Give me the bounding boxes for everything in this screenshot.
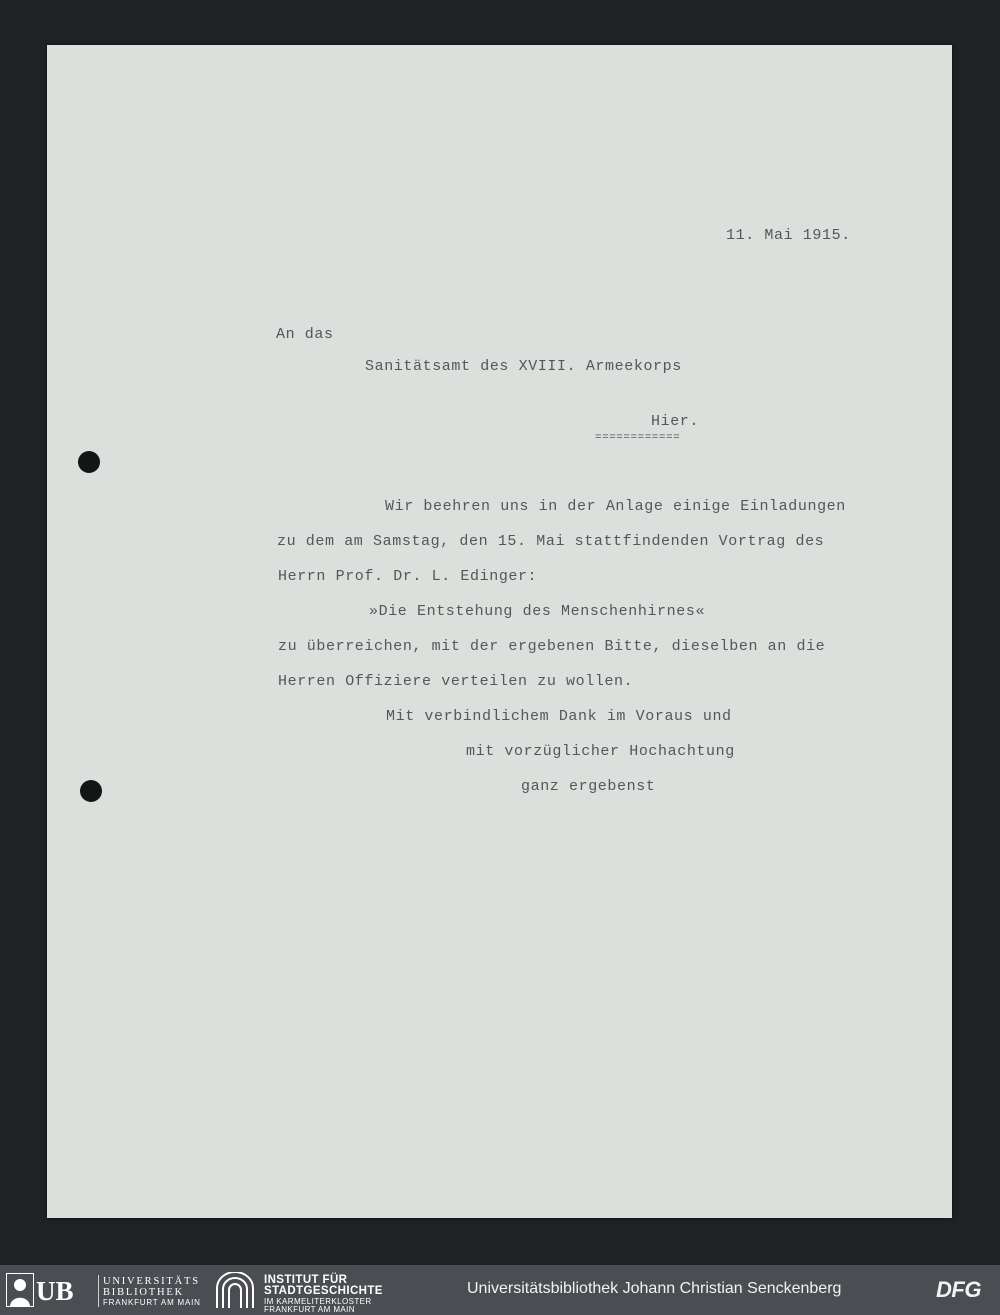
body-line-5: Herren Offiziere verteilen zu wollen.	[278, 673, 634, 690]
recipient-underline: ============	[595, 432, 681, 444]
dfg-logo[interactable]: DFG	[936, 1277, 981, 1302]
ub-divider	[98, 1275, 99, 1307]
library-name-link[interactable]: Universitätsbibliothek Johann Christian Senckenberg	[467, 1280, 842, 1297]
footer-bar	[0, 1265, 1000, 1315]
letter-date: 11. Mai 1915.	[726, 227, 851, 244]
arch-icon	[214, 1272, 256, 1308]
body-line-3: Herrn Prof. Dr. L. Edinger:	[278, 568, 538, 585]
closing-line-2: mit vorzüglicher Hochachtung	[466, 743, 735, 760]
body-line-1: Wir beehren uns in der Anlage einige Einladungen	[385, 498, 846, 515]
body-line-4: zu überreichen, mit der ergebenen Bitte, dieselben an die	[278, 638, 826, 655]
recipient-line-3: Hier.	[651, 413, 700, 430]
ub-logo[interactable]	[6, 1273, 206, 1309]
isg-line-3: IM KARMELITERKLOSTER	[264, 1297, 372, 1306]
ub-line-2: BIBLIOTHEK	[103, 1287, 184, 1298]
isg-line-4: FRANKFURT AM MAIN	[264, 1305, 355, 1314]
recipient-line-2: Sanitätsamt des XVIII. Armeekorps	[365, 358, 682, 375]
ub-line-3: FRANKFURT AM MAIN	[103, 1298, 201, 1307]
ub-letters: UB	[36, 1276, 74, 1306]
punch-hole-bottom	[80, 780, 102, 802]
closing-line-1: Mit verbindlichem Dank im Voraus und	[386, 708, 732, 725]
body-line-2: zu dem am Samstag, den 15. Mai stattfindenden Vortrag des	[277, 533, 825, 550]
recipient-line-1: An das	[276, 326, 334, 343]
ub-line-1: UNIVERSITÄTS	[103, 1276, 200, 1287]
isg-line-1: INSTITUT FÜR	[264, 1274, 348, 1286]
closing-line-3: ganz ergebenst	[521, 778, 656, 795]
lecture-title: »Die Entstehung des Menschenhirnes«	[369, 603, 706, 620]
isg-line-2: STADTGESCHICHTE	[264, 1285, 383, 1297]
letter-sheet	[47, 45, 952, 1218]
punch-hole-top	[78, 451, 100, 473]
isg-logo[interactable]	[214, 1272, 404, 1314]
portrait-icon	[6, 1273, 34, 1307]
